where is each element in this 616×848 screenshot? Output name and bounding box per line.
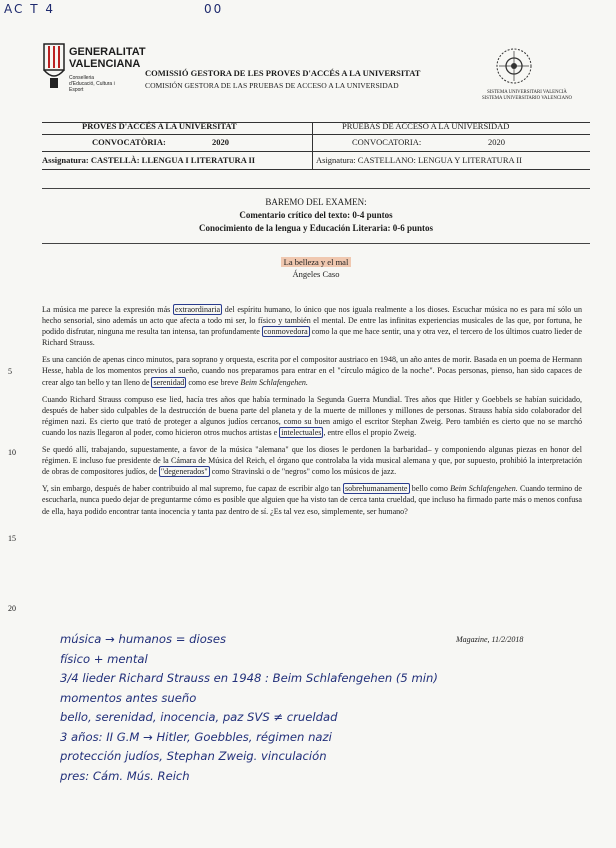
paragraph-4: Se quedó allí, trabajando, supuestamente, a favor de la música "alemana" que los dioses le perdonen la barbaridad– y componiendo algunas piezas en honor del régimen. E incluso fue presidente de la Cámara de Música del Reich, el órgano que controlaba la vida musical alemana y que, por supuesto, prohibió la interpretación de obras de compositores judíos, de "degenerados" como Stravinski o de "negros" como los músicos de jazz. [42, 445, 582, 477]
commission-title-es: COMISIÓN GESTORA DE LAS PRUEBAS DE ACCESO A LA UNIVERSIDAD [145, 81, 399, 90]
convocatoria-table [42, 122, 590, 170]
text-source: Magazine, 11/2/2018 [456, 635, 524, 644]
table-rule [42, 169, 590, 170]
right-title: PRUEBAS DE ACCESO A LA UNIVERSIDAD [342, 121, 510, 131]
note-line: físico + mental [60, 651, 148, 666]
baremo-box [42, 188, 590, 244]
right-convocatoria-label: CONVOCATORIA: [352, 137, 422, 147]
scribble-left: AC T 4 [4, 2, 55, 16]
paragraph-5: Y, sin embargo, después de haber contribuido al mal supremo, fue capaz de escribir algo tan sobrehumanamente bello como Beim Schlafengehen. Cuando termino de escucharla, nunca puedo dejar de preguntarme cómo es posible que alguien que ha visto tan de cerca tanta crueldad, que incluso ha firmado parte más o menos confusa de ella, haya podido encontrar tanta inocencia y tanta paz dentro de sí. ¿Es tal vez eso, simplemente, ser humano? [42, 484, 582, 516]
right-subject: Asignatura: CASTELLANO: LENGUA Y LITERATURA II [316, 155, 522, 165]
circled-word: intelectuales [281, 427, 322, 437]
text-author: Ángeles Caso [292, 269, 340, 279]
note-line: música → humanos = dioses [60, 632, 227, 646]
note-line: bello, serenidad, inocencia, paz SVS ≠ crueldad [60, 710, 338, 724]
sue-caption: SISTEMA UNIVERSITARI VALENCIÀ SISTEMA UNIVERSITARIO VALENCIANO [481, 90, 573, 101]
left-convocatoria-label: CONVOCATÒRIA: [92, 137, 166, 147]
scribble-right: 00 [204, 2, 224, 16]
paragraph-3: Cuando Richard Strauss compuso ese lied, hacía tres años que había terminado la Segunda Guerra Mundial. Tres años que Hitler y Goebbels se habían suicidado, después de haber sido culpables de la destrucción de buena parte del planeta y de la muerte de millones y millones de personas. Strauss había sido colaborador del régimen nazi. Es cierto que trató de proteger a algunos judíos cercanos, como su buen amigo el escritor Stephan Zweig. Pero también es cierto que no se marchó cuando los nazis llegaron al poder, como hicieron otros muchos artistas e intelectuales , entre ellos el propio Zweig. [42, 394, 582, 437]
paragraph-1: La música me parece la expresión más extraordinaria del espíritu humano, lo único que nos iguala realmente a los dioses. Escuchar música no es para mí sólo un hecho sensorial, sino además un acto que afecta a todo mi ser, lo físico y también el mental. De entre las infinitas experiencias musicales de las que, por fortuna, he podido disfrutar, ninguna me resulta tan intensa, tan profundamente conmovedora como la que me hace sentir, una y otra vez, el tercero de los últimos cuatro lieder de Richard Strauss. [42, 305, 582, 348]
table-divider [312, 122, 313, 170]
handwritten-notes [60, 630, 438, 786]
sue-seal-icon [494, 46, 534, 86]
circled-word: serenidad [153, 377, 185, 387]
exam-text [8, 304, 582, 613]
exam-page [8, 32, 590, 848]
table-rule [42, 134, 590, 135]
line-number: 15 [8, 534, 16, 543]
baremo-line-1: Comentario crítico del texto: 0-4 puntos [239, 210, 393, 220]
top-handwritten-scribble [4, 0, 304, 26]
exam-header [42, 38, 590, 108]
baremo-title: BAREMO DEL EXAMEN: [265, 197, 367, 207]
circled-word: "degenerados" [160, 467, 208, 477]
note-line: momentos antes sueño [60, 690, 197, 705]
gva-department: Conselleria d'Educació, Cultura i Esport [69, 75, 115, 93]
table-rule [42, 151, 590, 152]
circled-word: conmovedora [263, 327, 308, 337]
note-line: protección judíos, Stephan Zweig. vinculación [60, 749, 327, 763]
circled-word: extraordinaria [174, 305, 221, 314]
circled-word: sobrehumanamente [344, 484, 408, 494]
left-year: 2020 [212, 137, 229, 147]
line-number: 20 [8, 604, 16, 613]
paragraph-2: Es una canción de apenas cinco minutos, para soprano y orquesta, escrita por el compositor austriaco en 1948, un año antes de morir. Basada en un poema de Hermann Hesse, habla de los momentos previos al sueño, cuando nos preparamos para entrar en el "círculo mágico de la noche". Pocas personas, pienso, han sido capaces de crear algo tan bello y tan lleno de serenidad como ese breve Beim Schlafengehen. [42, 355, 582, 387]
baremo-line-2: Conocimiento de la lengua y Educación Literaria: 0-6 puntos [198, 223, 433, 233]
note-line: pres: Cám. Mús. Reich [60, 768, 190, 783]
right-year: 2020 [488, 137, 505, 147]
left-subject: Assignatura: CASTELLÀ: LLENGUA I LITERATURA II [42, 155, 256, 165]
gva-name: GENERALITAT VALENCIANA [69, 46, 146, 70]
text-title: La belleza y el mal [42, 257, 590, 267]
line-number: 10 [8, 448, 16, 457]
line-number: 5 [8, 367, 12, 376]
note-line: 3 años: II G.M → Hitler, Goebbles, régimen nazi [60, 729, 332, 744]
left-title: PROVES D'ACCÉS A LA UNIVERSITAT [82, 121, 237, 131]
note-line: 3/4 lieder Richard Strauss en 1948 : Beim Schlafengehen (5 min) [60, 671, 438, 685]
generalitat-logo-icon [42, 42, 66, 94]
commission-title-ca: COMISSIÓ GESTORA DE LES PROVES D'ACCÉS A LA UNIVERSITAT [145, 68, 421, 78]
